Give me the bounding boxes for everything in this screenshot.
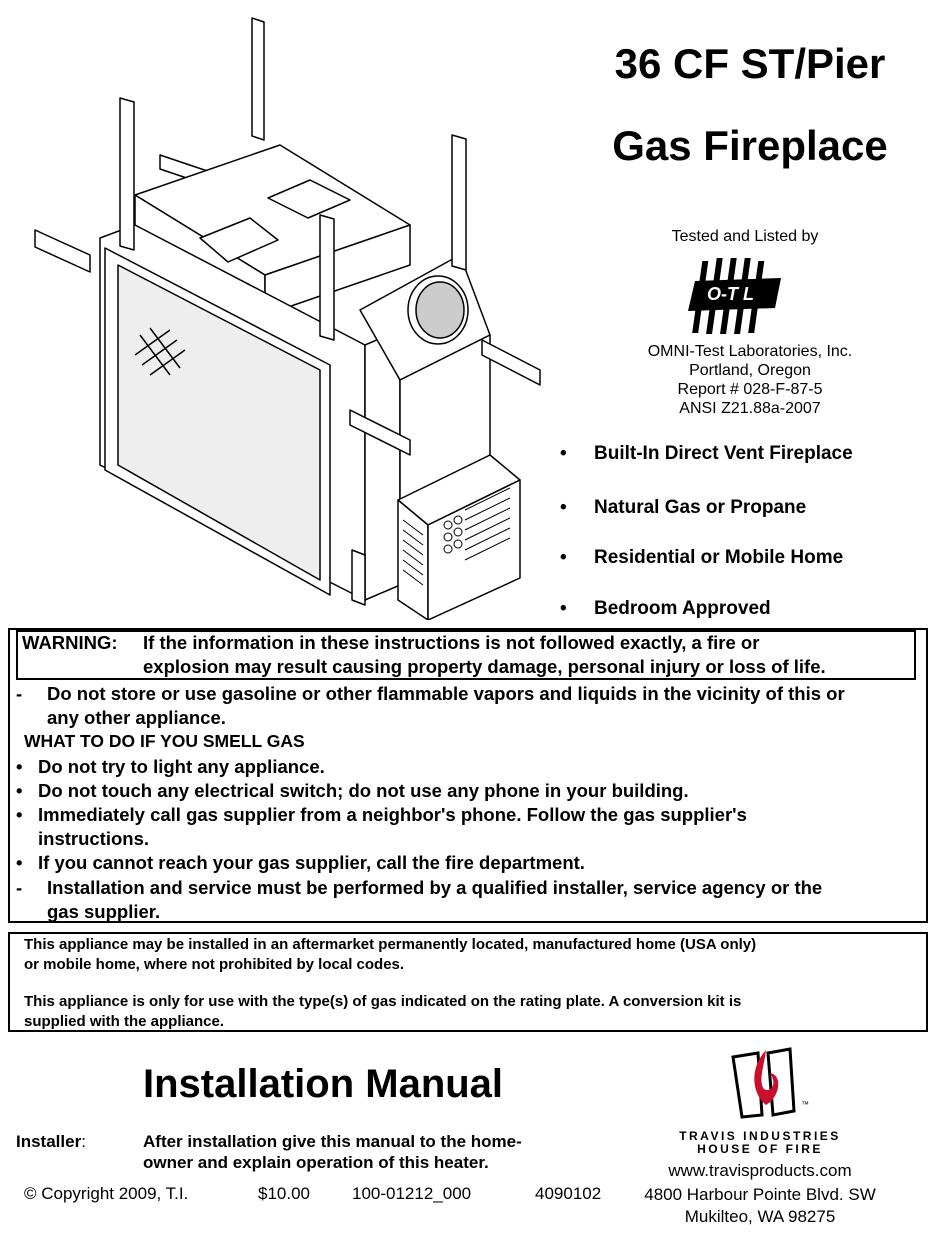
company-address2: Mukilteo, WA 98275	[684, 1207, 836, 1226]
warning-dash2-line1: Installation and service must be performed by a qualified installer, service agency or the	[47, 877, 823, 898]
warning-bullet3-line2: instructions.	[38, 828, 150, 849]
warning-bullet4: If you cannot reach your gas supplier, call the fire department.	[38, 852, 585, 873]
warning-line2: explosion may result causing property damage, personal injury or loss of life.	[143, 656, 826, 677]
date-code: 4090102	[535, 1184, 602, 1203]
travis-logo	[728, 1045, 818, 1120]
warning-dash2-line2: gas supplier.	[47, 901, 161, 922]
fireplace-illustration	[20, 10, 560, 620]
dash-marker: -	[16, 683, 23, 704]
feature-item: • Residential or Mobile Home	[560, 547, 844, 568]
page-title-line2: Gas Fireplace	[612, 122, 888, 169]
warning-label: WARNING:	[22, 632, 118, 653]
lab-info	[600, 342, 900, 418]
company-name-line2: HOUSE OF FIRE	[697, 1142, 823, 1156]
price: $10.00	[258, 1184, 310, 1203]
installer-line2: owner and explain operation of this heater.	[143, 1153, 489, 1172]
info-p2-line1: This appliance is only for use with the type(s) of gas indicated on the rating plate. A conversion kit is	[24, 993, 742, 1010]
installer-line1: After installation give this manual to the home-	[143, 1132, 522, 1151]
bullet-marker: •	[16, 780, 23, 801]
installer-label-wrap	[16, 1132, 86, 1152]
warning-dash1-line1: Do not store or use gasoline or other flammable vapors and liquids in the vicinity of this or	[47, 683, 845, 704]
lab-report: Report # 028-F-87-5	[677, 381, 823, 398]
feature-item: • Built-In Direct Vent Fireplace	[560, 443, 853, 464]
feature-item: • Bedroom Approved	[560, 598, 771, 619]
warning-bullet3-line1: Immediately call gas supplier from a neighbor's phone. Follow the gas supplier's	[38, 804, 747, 825]
otl-logo	[683, 256, 783, 338]
dash-marker: -	[16, 877, 23, 898]
warning-dash1-line2: any other appliance.	[47, 707, 226, 728]
trademark: ™	[801, 1100, 809, 1109]
smell-gas-heading: WHAT TO DO IF YOU SMELL GAS	[24, 731, 305, 751]
lab-standard: ANSI Z21.88a-2007	[679, 400, 821, 417]
manual-title: Installation Manual	[143, 1062, 504, 1106]
lab-name: OMNI-Test Laboratories, Inc.	[647, 343, 853, 360]
bullet-marker: •	[16, 804, 23, 825]
company-address1: 4800 Harbour Pointe Blvd. SW	[644, 1185, 876, 1204]
warning-bullet2: Do not touch any electrical switch; do not use any phone in your building.	[38, 780, 689, 801]
warning-bullet1: Do not try to light any appliance.	[38, 756, 325, 777]
bullet-marker: •	[16, 756, 23, 777]
installer-colon: :	[81, 1132, 86, 1151]
page-title-line1: 36 CF ST/Pier	[614, 40, 886, 87]
installer-label: Installer	[16, 1132, 82, 1151]
copyright: © Copyright 2009, T.I.	[24, 1184, 189, 1203]
info-p1-line2: or mobile home, where not prohibited by local codes.	[24, 956, 405, 973]
company-website[interactable]: www.travisproducts.com	[668, 1161, 852, 1180]
feature-item: • Natural Gas or Propane	[560, 497, 807, 518]
tested-by-label: Tested and Listed by	[671, 228, 819, 245]
info-p1-line1: This appliance may be installed in an aftermarket permanently located, manufactured home (USA only)	[24, 936, 757, 953]
lab-city: Portland, Oregon	[689, 362, 811, 379]
company-name	[650, 1130, 870, 1156]
bullet-marker: •	[16, 852, 23, 873]
otl-logo-text: O-T L	[707, 284, 754, 304]
info-p2-line2: supplied with the appliance.	[24, 1013, 225, 1030]
company-name-line1: TRAVIS INDUSTRIES	[679, 1129, 841, 1143]
part-number: 100-01212_000	[352, 1184, 472, 1203]
warning-line1: If the information in these instructions is not followed exactly, a fire or	[143, 632, 760, 653]
